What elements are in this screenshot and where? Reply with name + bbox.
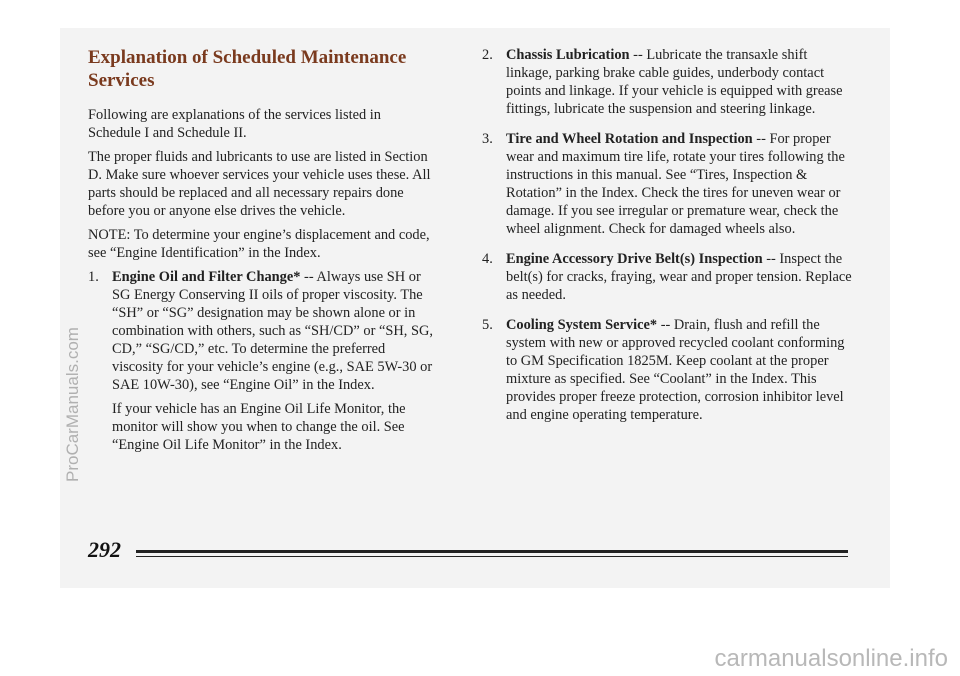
item-extra-paragraph: If your vehicle has an Engine Oil Life Monitor, the monitor will show you when to change the oil. See “Engine Oil Life Monitor” in the Index.: [112, 401, 406, 453]
list-item-2: [482, 46, 852, 124]
left-column: [88, 46, 433, 466]
footer-rule: [136, 550, 848, 553]
item-term: Cooling System Service*: [506, 317, 658, 333]
intro-paragraph-1: Following are explanations of the services listed in Schedule I and Schedule II.: [88, 107, 381, 141]
item-number: 5.: [482, 317, 493, 333]
item-text: -- For proper wear and maximum tire life, rotate your tires following the instructions in this manual. See “Tires, Inspection & Rotation” in the Index. Check the tires for uneven wear or damage. If you see irregular or premature wear, check the wheel alignment. Check for damaged wheels also.: [506, 131, 845, 237]
item-body: [112, 268, 433, 460]
item-number: 2.: [482, 47, 493, 63]
section-heading: Explanation of Scheduled Maintenance Services: [88, 47, 407, 91]
note-paragraph: NOTE: To determine your engine’s displacement and code, see “Engine Identification” in the Index.: [88, 227, 430, 261]
item-text: -- Always use SH or SG Energy Conserving II oils of proper viscosity. The “SH” or “SG” designation may be shown alone or in combination with others, such as “SH/CD” or “SH, SG, CD,” “SG/CD,” etc. To determine the preferred viscosity for your vehicle’s engine (e.g., SAE 5W-30 or SAE 10W-30), see “Engine Oil” in the Index.: [112, 269, 433, 393]
list-item-5: [482, 316, 852, 430]
page-number: 292: [88, 537, 121, 562]
item-body: [506, 130, 852, 244]
item-body: [506, 316, 852, 430]
item-term: Engine Accessory Drive Belt(s) Inspection: [506, 251, 763, 267]
list-item-1: [88, 268, 433, 460]
item-text: -- Inspect the belt(s) for cracks, fraying, wear and proper tension. Replace as needed.: [506, 251, 852, 303]
intro-paragraph-2: The proper fluids and lubricants to use are listed in Section D. Make sure whoever services your vehicle uses these. All parts should be replaced and all necessary repairs done before you or anyone else drives the vehicle.: [88, 149, 431, 219]
item-number: 1.: [88, 269, 99, 285]
item-body: [506, 46, 852, 124]
footer-rule-thin: [136, 556, 848, 557]
item-number: 3.: [482, 131, 493, 147]
bottom-watermark: carmanualsonline.info: [714, 645, 948, 672]
item-term: Tire and Wheel Rotation and Inspection: [506, 131, 753, 147]
list-item-3: [482, 130, 852, 244]
item-text: -- Drain, flush and refill the system with new or approved recycled coolant conforming to GM Specification 1825M. Keep coolant at the proper mixture as specified. See “Coolant” in the Index. This provides proper freeze protection, corrosion inhibitor level and engine operating temperature.: [506, 317, 845, 423]
item-text: -- Lubricate the transaxle shift linkage, parking brake cable guides, underbody contact points and linkage. If your vehicle is equipped with grease fittings, lubricate the suspension and steering linkage.: [506, 47, 843, 117]
side-watermark: ProCarManuals.com: [63, 327, 82, 482]
list-item-4: [482, 250, 852, 310]
item-number: 4.: [482, 251, 493, 267]
item-body: [506, 250, 852, 310]
item-term: Chassis Lubrication: [506, 47, 630, 63]
right-column: [482, 46, 852, 436]
item-term: Engine Oil and Filter Change*: [112, 269, 301, 285]
